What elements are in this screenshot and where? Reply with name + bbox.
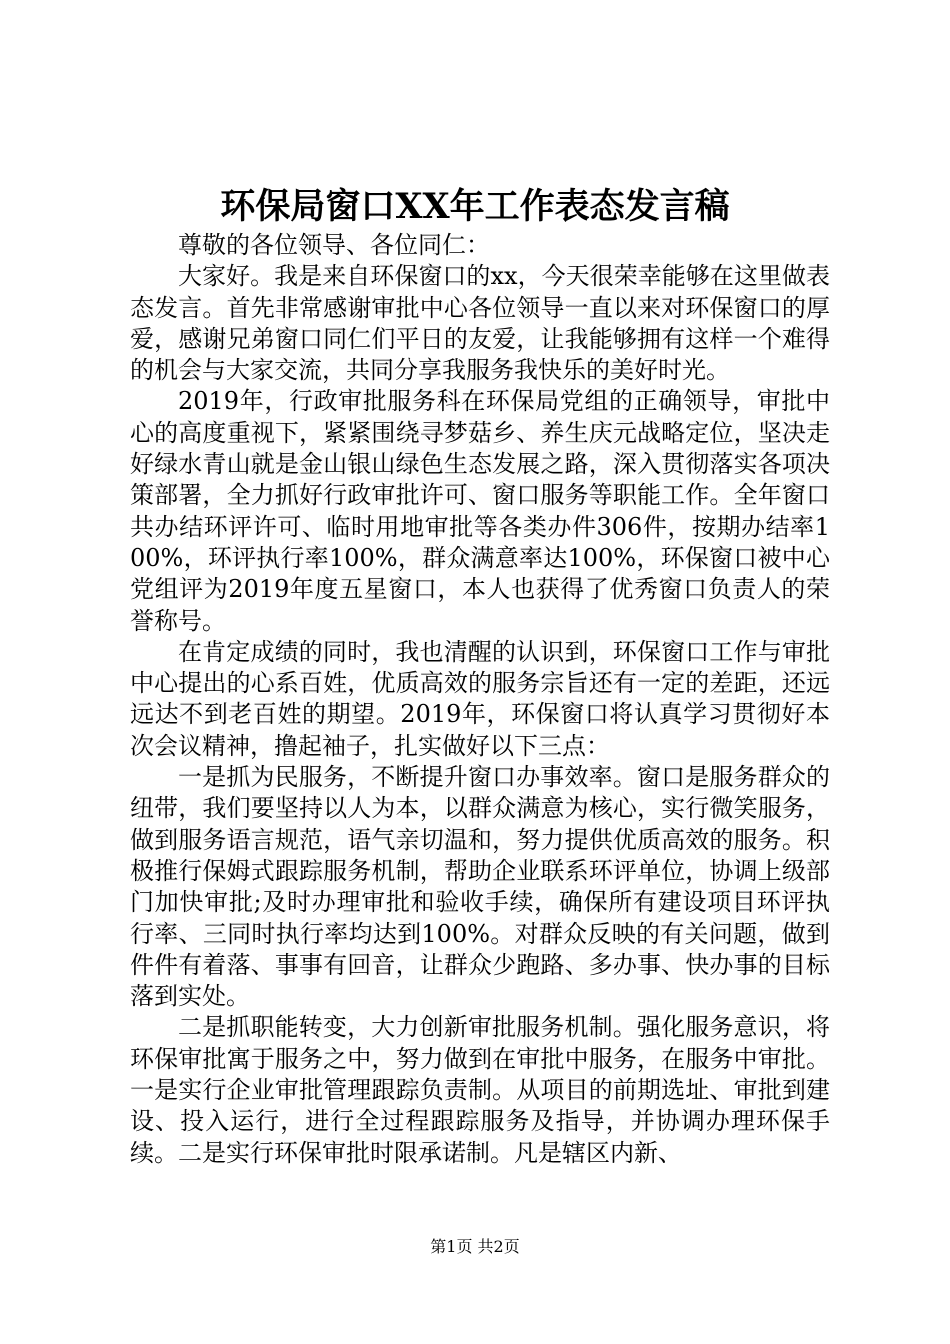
document-title: 环保局窗口XX年工作表态发言稿 [220, 186, 730, 227]
page-footer: 第1页 共2页 [430, 1237, 520, 1256]
document-body [130, 230, 830, 1169]
reflection-paragraph: 在肯定成绩的同时，我也清醒的认识到，环保窗口工作与审批中心提出的心系百姓，优质高效的服务宗旨还有一定的差距，还远远达不到老百姓的期望。2019年，环保窗口将认真学习贯彻好本次会议精神，撸起袖子，扎实做好以下三点： [130, 637, 830, 760]
point-two-paragraph: 二是抓职能转变，大力创新审批服务机制。强化服务意识，将环保审批寓于服务之中，努力做到在审批中服务，在服务中审批。一是实行企业审批管理跟踪负责制。从项目的前期选址、审批到建设、投入运行，进行全过程跟踪服务及指导，并协调办理环保手续。二是实行环保审批时限承诺制。凡是辖区内新、 [130, 1013, 830, 1167]
salutation-paragraph: 尊敬的各位领导、各位同仁： [178, 231, 490, 259]
point-one-paragraph: 一是抓为民服务，不断提升窗口办事效率。窗口是服务群众的纽带，我们要坚持以人为本，以群众满意为核心，实行微笑服务，做到服务语言规范，语气亲切温和，努力提供优质高效的服务。积极推行保姆式跟踪服务机制，帮助企业联系环评单位，协调上级部门加快审批;及时办理审批和验收手续，确保所有建设项目环评执行率、三同时执行率均达到100%。对群众反映的有关问题，做到件件有着落、事事有回音，让群众少跑路、多办事、快办事的目标落到实处。 [130, 763, 830, 1011]
achievements-paragraph: 2019年，行政审批服务科在环保局党组的正确领导，审批中心的高度重视下，紧紧围绕寻梦菇乡、养生庆元战略定位，坚决走好绿水青山就是金山银山绿色生态发展之路，深入贯彻落实各项决策部署，全力抓好行政审批许可、窗口服务等职能工作。全年窗口共办结环评许可、临时用地审批等各类办件306件，按期办结率100%，环评执行率100%，群众满意率达100%，环保窗口被中心党组评为2019年度五星窗口，本人也获得了优秀窗口负责人的荣誉称号。 [130, 387, 830, 635]
greeting-paragraph: 大家好。我是来自环保窗口的xx，今天很荣幸能够在这里做表态发言。首先非常感谢审批中心各位领导一直以来对环保窗口的厚爱，感谢兄弟窗口同仁们平日的友爱，让我能够拥有这样一个难得的机会与大家交流，共同分享我服务我快乐的美好时光。 [130, 262, 830, 385]
